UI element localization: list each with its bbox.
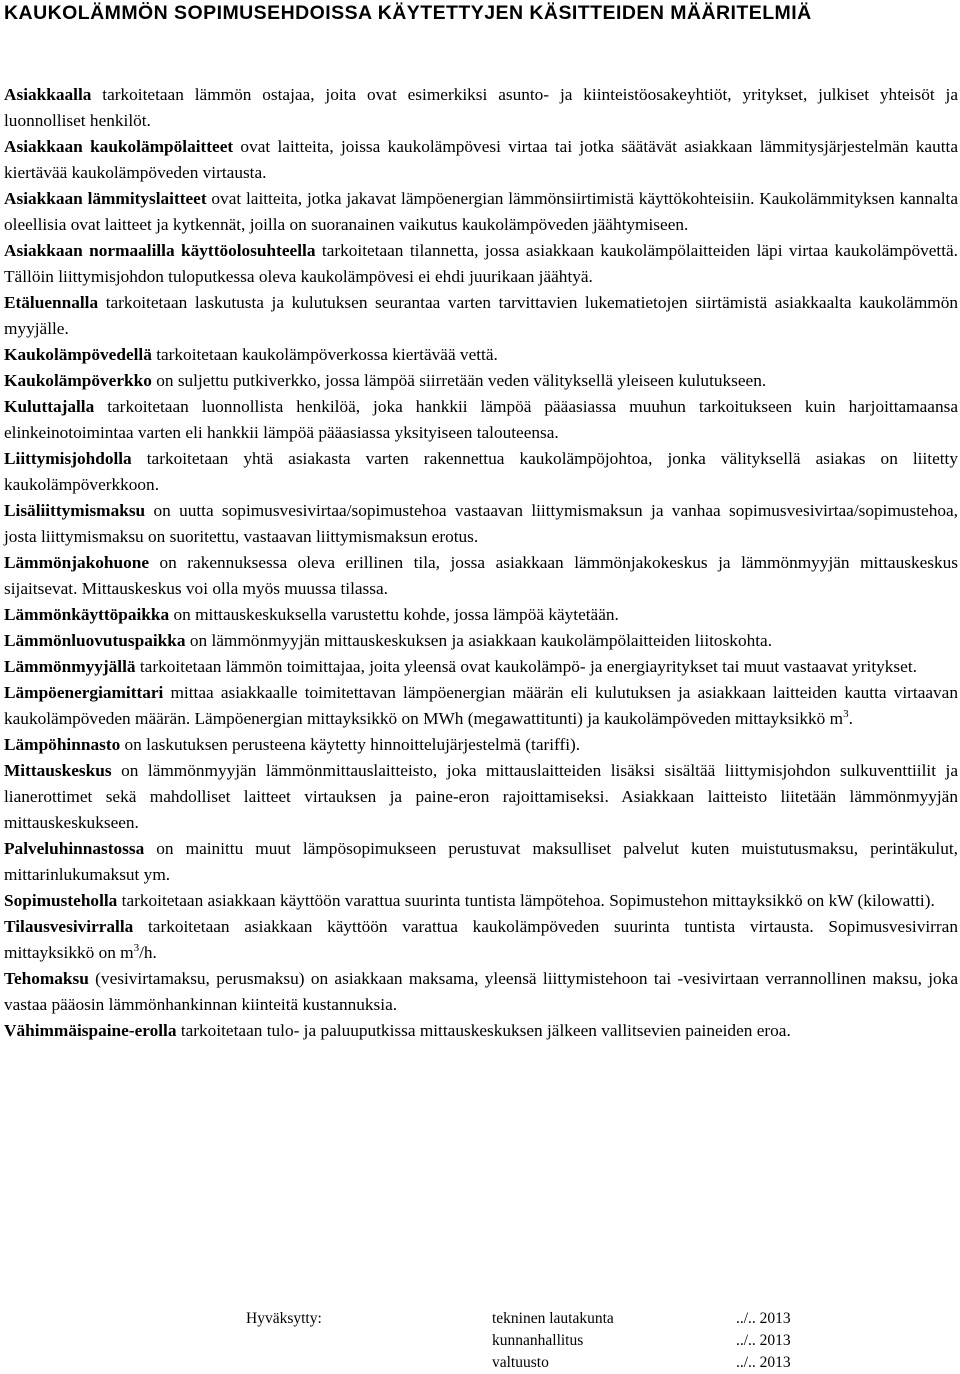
approval-date: ../.. 2013: [736, 1332, 791, 1349]
definition-item: [4, 914, 958, 966]
definition-item: [4, 654, 958, 680]
definition-text: tarkoitetaan asiakkaan käyttöön varattua suurinta tuntista lämpötehoa. Sopimustehon mittayksikkö on kW (kilowatti).: [117, 891, 935, 910]
definition-term: Tehomaksu: [4, 969, 89, 988]
definition-item: [4, 602, 958, 628]
definition-term: Lämpöhinnasto: [4, 735, 121, 754]
approving-body: kunnanhallitus: [492, 1332, 584, 1349]
definition-item: [4, 732, 958, 758]
definition-item: [4, 836, 958, 888]
unit-exponent: 3: [133, 942, 140, 955]
definition-text: tarkoitetaan lämmön toimittajaa, joita yleensä ovat kaukolämpö- ja energiayritykset tai muut vastaavat yritykset.: [135, 657, 917, 676]
definition-item: [4, 82, 958, 134]
definition-term: Kaukolämpövedellä: [4, 345, 152, 364]
definition-text: on suljettu putkiverkko, jossa lämpöä siirretään veden välityksellä yleiseen kulutukseen.: [151, 371, 767, 390]
definition-item: [4, 342, 958, 368]
definition-term: Sopimusteholla: [4, 891, 118, 910]
definition-item: [4, 394, 958, 446]
definition-term: Kuluttajalla: [4, 397, 95, 416]
definition-text: tarkoitetaan lämmön ostajaa, joita ovat esimerkiksi asunto- ja kiinteistöosakeyhtiöt, yritykset, julkiset yhteisöt ja luonnolliset henkilöt.: [4, 85, 958, 130]
definition-term: Lämmönmyyjällä: [4, 657, 136, 676]
definition-term: Asiakkaan lämmityslaitteet: [4, 189, 207, 208]
definition-term: Asiakkaan normaalilla käyttöolosuhteella: [4, 241, 316, 260]
definition-text-tail: /h.: [139, 943, 157, 962]
definition-text: on rakennuksessa oleva erillinen tila, jossa asiakkaan lämmönjakokeskus ja lämmönmyyjän mittauskeskus sijaitsevat. Mittauskeskus voi olla myös muussa tilassa.: [4, 553, 958, 598]
definition-item: [4, 238, 958, 290]
definition-item: [4, 680, 958, 732]
definition-term: Lämmönkäyttöpaikka: [4, 605, 170, 624]
definition-term: Etäluennalla: [4, 293, 99, 312]
definition-item: [4, 758, 958, 836]
definition-text: on mainittu muut lämpösopimukseen perustuvat maksulliset palvelut kuten muistutusmaksu, perintäkulut, mittarinlukumaksut ym.: [4, 839, 958, 884]
definition-item: [4, 290, 958, 342]
definition-item: [4, 134, 958, 186]
document-title: KAUKOLÄMMÖN SOPIMUSEHDOISSA KÄYTETTYJEN KÄSITTEIDEN MÄÄRITELMIÄ: [4, 2, 812, 24]
approval-label: Hyväksytty:: [246, 1310, 322, 1327]
approval-date: ../.. 2013: [736, 1354, 791, 1371]
definition-item: [4, 498, 958, 550]
definition-term: Mittauskeskus: [4, 761, 112, 780]
definition-item: [4, 368, 958, 394]
definition-text: tarkoitetaan tilannetta, jossa asiakkaan kaukolämpölaitteiden läpi virtaa kaukolämpövettä. Tällöin liittymisjohdon tuloputkessa oleva kaukolämpövesi ei ehdi juurikaan jäähtyä.: [4, 241, 959, 286]
definition-item: [4, 446, 958, 498]
definition-term: Lämpöenergiamittari: [4, 683, 164, 702]
definition-text: tarkoitetaan yhtä asiakasta varten rakennettua kaukolämpöjohtoa, jonka välityksellä asiakas on liitetty kaukolämpöverkkoon.: [4, 449, 958, 494]
definition-text: on mittauskeskuksella varustettu kohde, jossa lämpöä käytetään.: [169, 605, 619, 624]
definition-text: ovat laitteita, joissa kaukolämpövesi virtaa tai jotka säätävät asiakkaan lämmitysjärjestelmän kautta kiertävää kaukolämpöveden virtausta.: [4, 137, 958, 182]
definition-term: Liittymisjohdolla: [4, 449, 132, 468]
definition-term: Lämmönluovutuspaikka: [4, 631, 186, 650]
definition-text: ovat laitteita, jotka jakavat lämpöenergian lämmönsiirtimistä käyttökohteisiin. Kaukolämmityksen kannalta oleellisia ovat laitteet ja kytkennät, joilla on suoranainen vaikutus kaukolämpöveden jäähtymiseen.: [4, 189, 958, 234]
definition-item: [4, 628, 958, 654]
definition-text: on laskutuksen perusteena käytetty hinnoittelujärjestelmä (tariffi).: [120, 735, 581, 754]
definition-text: on lämmönmyyjän lämmönmittauslaitteisto, joka mittauslaitteiden lisäksi sisältää liittymisjohdon sulkuventtiilit ja lianerottimet sekä mahdolliset laitteet virtauksen ja paine-eron rajoittamiseksi. Asiakkaan laitteisto liitetään lämmönmyyjän mittauskeskukseen.: [4, 761, 958, 832]
definition-item: [4, 888, 958, 914]
definition-item: [4, 966, 958, 1018]
definition-item: [4, 186, 958, 238]
definition-text: tarkoitetaan tulo- ja paluuputkissa mittauskeskuksen jälkeen vallitsevien paineiden eroa.: [176, 1021, 791, 1040]
definition-text: on lämmönmyyjän mittauskeskuksen ja asiakkaan kaukolämpölaitteiden liitoskohta.: [185, 631, 773, 650]
definition-text: tarkoitetaan asiakkaan käyttöön varattua kaukolämpöveden suurinta tuntista virtausta. Sopimusvesivirran mittayksikkö on m: [4, 917, 958, 962]
definition-term: Kaukolämpöverkko: [4, 371, 152, 390]
unit-exponent: 3: [843, 708, 849, 721]
definition-text: tarkoitetaan kaukolämpöverkossa kiertävää vettä.: [151, 345, 498, 364]
definition-term: Lämmönjakohuone: [4, 553, 150, 572]
definition-item: [4, 1018, 958, 1044]
definition-item: [4, 550, 958, 602]
approval-date: ../.. 2013: [736, 1310, 791, 1327]
definition-text-tail: .: [848, 709, 853, 728]
approving-body: valtuusto: [492, 1354, 549, 1371]
approving-body: tekninen lautakunta: [492, 1310, 614, 1327]
definition-text: on uutta sopimusvesivirtaa/sopimustehoa vastaavan liittymismaksun ja vanhaa sopimusvesivirtaa/sopimustehoa, josta liittymismaksu on suoritettu, vastaavan liittymismaksun erotus.: [4, 501, 958, 546]
definition-text: tarkoitetaan laskutusta ja kulutuksen seurantaa varten tarvittavien lukematietojen siirtämistä asiakkaalta kaukolämmön myyjälle.: [4, 293, 958, 338]
definition-term: Tilausvesivirralla: [4, 917, 134, 936]
definition-term: Asiakkaan kaukolämpölaitteet: [4, 137, 234, 156]
definition-term: Lisäliittymismaksu: [4, 501, 146, 520]
definition-text: mittaa asiakkaalle toimitettavan lämpöenergian määrän eli kulutuksen ja asiakkaan laitteiden kautta virtaavan kaukolämpöveden määrän. Lämpöenergian mittayksikkö on MWh (megawattitunti) ja kaukolämpöveden mittayksikkö m: [4, 683, 958, 728]
definition-text: (vesivirtamaksu, perusmaksu) on asiakkaan maksama, yleensä liittymistehoon tai -vesivirtaan verrannollinen maksu, joka vastaa pääosin lämmönhankinnan kiinteitä kustannuksia.: [4, 969, 958, 1014]
definition-term: Palveluhinnastossa: [4, 839, 145, 858]
definition-term: Vähimmäispaine-erolla: [4, 1021, 177, 1040]
definitions-list: [4, 82, 958, 1044]
definition-term: Asiakkaalla: [4, 85, 92, 104]
definition-text: tarkoitetaan luonnollista henkilöä, joka hankkii lämpöä pääasiassa muuhun tarkoitukseen kuin harjoittamaansa elinkeinotoimintaa varten eli hankkii lämpöä pääasiassa yksityiseen talouteensa.: [4, 397, 958, 442]
